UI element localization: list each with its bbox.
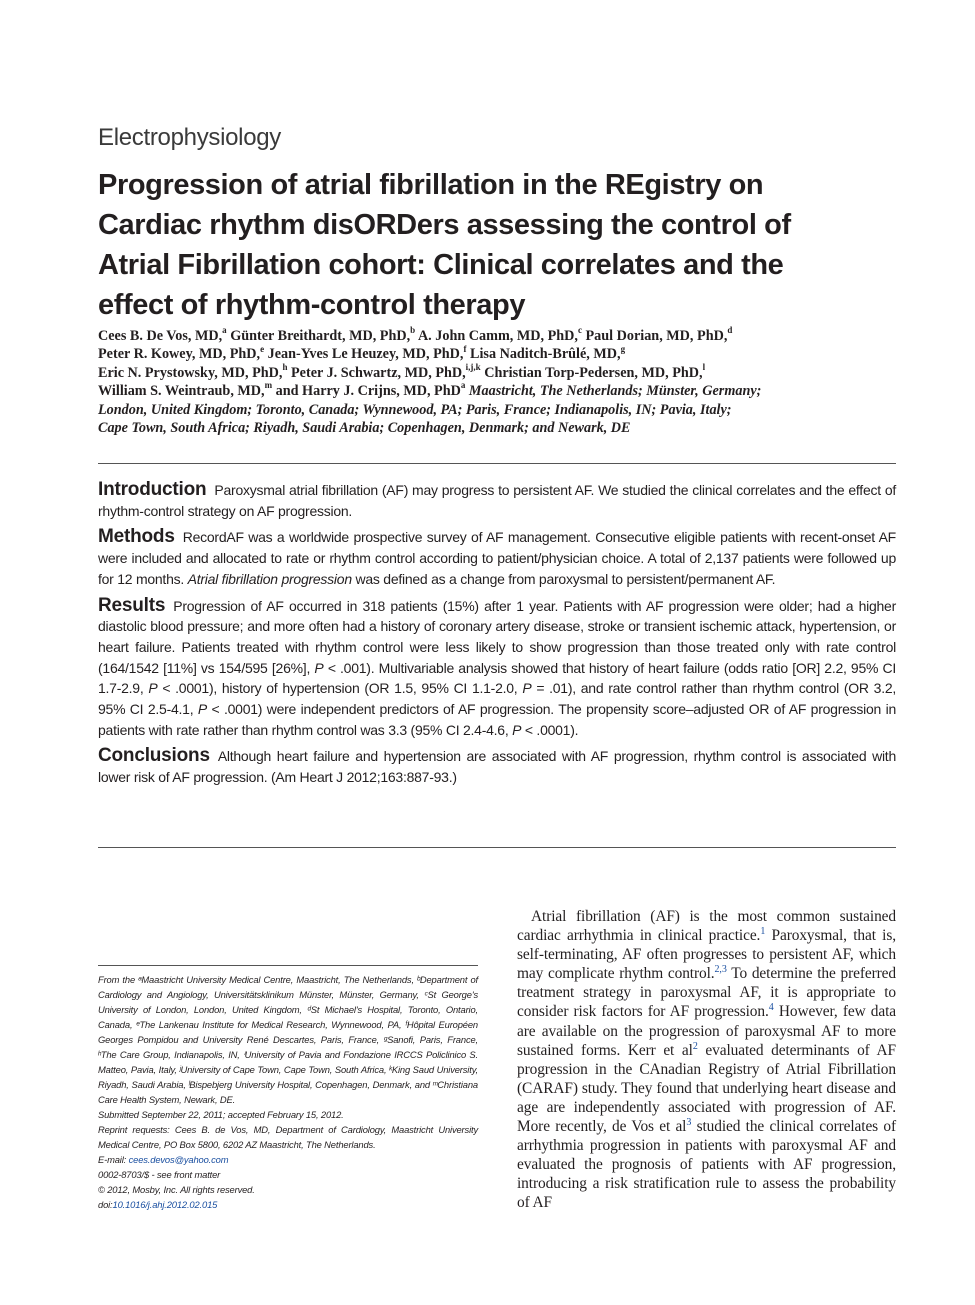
- p-value-symbol: P: [522, 680, 532, 697]
- body-text: studied the clinical correlates of arrhythmia progression in patients with paroxysmal AF and evaluated the prognosis of patients with AF progression, introducing a risk stratification rule to assess the probability of AF: [517, 1118, 896, 1212]
- footnote-reprint: Reprint requests: Cees B. de Vos, MD, Department of Cardiology, Maastricht University Medical Centre, PO Box 5800, 6202 AZ Maastricht, The Netherlands.: [98, 1124, 478, 1150]
- abstract-results: [98, 596, 896, 741]
- abstract-top-rule: [98, 463, 896, 464]
- affiliation-marker: l: [702, 362, 706, 373]
- author: Peter J. Schwartz, MD, PhD,: [291, 364, 466, 381]
- author: Eric N. Prystowsky, MD, PhD,: [98, 364, 283, 381]
- title-line: effect of rhythm-control therapy: [98, 289, 526, 321]
- abstract-text: < .0001) were independent predictors of AF progression. The propensity score–adjusted OR of AF progression in patients with rate rather than rhythm control was 3.3 (95% CI 2.4-4.6,: [98, 701, 897, 738]
- affiliation-marker: g: [620, 343, 626, 354]
- author-line: [98, 382, 898, 400]
- footnote-affiliations: From the ᵃMaastricht University Medical Centre, Maastricht, The Netherlands, ᵇDepartment of Cardiology and Angiology, Universitätsklinikum Münster, Münster, Germany, ᶜSt George's University of London, London, United Kingdom, ᵈSt Michael's Hospital, Toronto, Ontario, Canada, ᵉThe Lankenau Institute for Medical Research, Wynnewood, PA, ᶠHôpital Européen Georges Pompidou and University René Descartes, Paris, France, ᵍSanofi, Paris, France, ʰThe Care Group, Indianapolis, IN, ⁱUniversity of Pavia and Fondazione IRCCS Policlinico S. Matteo, Pavia, Italy, ʲUniversity of Cape Town, Cape Town, South Africa, ᵏKing Saud University, Riyadh, Saudi Arabia, ˡBispebjerg University Hospital, Copenhagen, Denmark, and ᵐChristiana Care Health System, Newark, DE.: [98, 974, 478, 1105]
- author: Paul Dorian, MD, PhD,: [585, 328, 728, 344]
- abstract-text: was defined as a change from paroxysmal to persistent/permanent AF.: [355, 570, 776, 587]
- reference-link[interactable]: 1: [760, 925, 766, 937]
- abstract-heading: Conclusions: [98, 745, 210, 767]
- abstract-introduction: [98, 480, 896, 521]
- affiliation-marker: i,j,k: [465, 362, 481, 373]
- reference-link[interactable]: 4: [768, 1002, 774, 1014]
- author-line: [98, 327, 898, 345]
- p-value-symbol: P: [197, 701, 207, 718]
- reference-link[interactable]: 3: [686, 1116, 692, 1128]
- abstract-text: < .0001).: [524, 721, 579, 738]
- p-value-symbol: P: [512, 721, 522, 738]
- author-line: [98, 364, 898, 382]
- footnote-submitted: Submitted September 22, 2011; accepted February 15, 2012.: [98, 1109, 344, 1120]
- author: Christian Torp-Pedersen, MD, PhD,: [484, 364, 703, 381]
- abstract-conclusions: [98, 746, 896, 787]
- author: Lisa Naditch-Brûlé, MD,: [470, 346, 621, 363]
- affiliation-line: Cape Town, South Africa; Riyadh, Saudi Arabia; Copenhagen, Denmark; and Newark, DE: [98, 420, 631, 437]
- abstract-emphasis: Atrial fibrillation progression: [187, 570, 352, 587]
- email-label: E-mail:: [98, 1154, 127, 1165]
- title-line: Progression of atrial fibrillation in the REgistry on: [98, 169, 764, 201]
- author: Günter Breithardt, MD, PhD,: [230, 328, 411, 344]
- abstract-text: < .001). Multivariable analysis showed that history of heart failure (odds ratio [OR] 2.2, 95% CI 1.7-2.9,: [98, 659, 897, 697]
- abstract: [98, 480, 896, 794]
- abstract-heading: Introduction: [98, 479, 207, 500]
- footnote-doi-line: [98, 1197, 478, 1212]
- affiliation-marker: b: [410, 325, 416, 336]
- affiliation-marker: f: [463, 343, 467, 354]
- email-link[interactable]: cees.devos@yahoo.com: [128, 1154, 229, 1165]
- abstract-heading: Results: [98, 594, 166, 616]
- section-label: Electrophysiology: [98, 124, 281, 151]
- author: William S. Weintraub, MD,: [98, 383, 265, 400]
- affiliation-marker: e: [260, 343, 265, 354]
- body-paragraph: [517, 907, 896, 1213]
- p-value-symbol: P: [148, 680, 158, 697]
- affiliation-line: London, United Kingdom; Toronto, Canada; Wynnewood, PA; Paris, France; Indianapolis, IN; Pavia, Italy;: [98, 401, 732, 418]
- body-text: Paroxysmal, that is, self-terminating, AF often progresses to persistent AF, which may complicate rhythm control.: [517, 927, 897, 983]
- abstract-text: Paroxysmal atrial fibrillation (AF) may progress to persistent AF. We studied the clinical correlates and the effect of rhythm-control strategy on AF progression.: [98, 482, 896, 519]
- author: A. John Camm, MD, PhD,: [417, 328, 578, 344]
- affiliation-marker: c: [577, 325, 582, 336]
- doi-label: doi:: [98, 1199, 113, 1210]
- footnote-copyright: © 2012, Mosby, Inc. All rights reserved.: [98, 1184, 255, 1195]
- affiliation-marker: a: [460, 380, 466, 391]
- abstract-methods: [98, 527, 896, 589]
- author-line: [98, 345, 898, 363]
- title-line: Atrial Fibrillation cohort: Clinical correlates and the: [98, 249, 784, 281]
- body-text: evaluated determinants of AF progression in the CAnadian Registry of Atrial Fibrillation (CARAF) study. They found that underlying heart disease and age are independently associated with progression of AF. More recently, de Vos et al: [517, 1041, 896, 1136]
- footnote-rule: [98, 965, 478, 966]
- title-line: Cardiac rhythm disORDers assessing the control of: [98, 209, 791, 241]
- reference-link[interactable]: 2: [692, 1040, 698, 1052]
- body-text: Atrial fibrillation (AF) is the most common sustained cardiac arrhythmia in clinical practice.: [517, 908, 896, 945]
- author-list: [98, 327, 898, 437]
- body-text: To determine the preferred treatment strategy in paroxysmal AF, it is appropriate to consider risk factors for AF progression.: [517, 965, 896, 1021]
- author: Jean-Yves Le Heuzey, MD, PhD,: [267, 346, 464, 363]
- author: Peter R. Kowey, MD, PhD,: [98, 346, 261, 363]
- author: Cees B. De Vos, MD,: [98, 328, 223, 344]
- abstract-heading: Methods: [98, 526, 175, 548]
- author: and Harry J. Crijns, MD, PhD: [275, 383, 461, 400]
- affiliation-marker: a: [222, 325, 227, 336]
- abstract-text: Progression of AF occurred in 318 patients (15%) after 1 year. Patients with AF progression were older; had a higher diastolic blood pressure; and more often had a history of coronary artery disease, stroke or transient ischemic attack, hypertension, or heart failure. Patients treated with rhythm control were less likely to show progression than those treated only with rate control (164/1542 [11%] vs 154/595 [26%],: [98, 597, 896, 676]
- abstract-text: Although heart failure and hypertension are associated with AF progression, rhythm control is associated with lower risk of AF progression. (Am Heart J 2012;163:887-93.): [98, 748, 896, 786]
- affiliation-marker: d: [727, 325, 733, 336]
- reference-link[interactable]: 2,3: [714, 964, 727, 976]
- affiliation-text: Maastricht, The Netherlands; Münster, Germany;: [468, 383, 762, 400]
- footnote-email-line: [98, 1152, 478, 1167]
- affiliation-marker: h: [282, 362, 288, 373]
- footnote: [98, 972, 478, 1212]
- doi-link[interactable]: 10.1016/j.ahj.2012.02.015: [112, 1199, 218, 1210]
- abstract-text: = .01), and rate control rather than rhythm control (OR 3.2, 95% CI 2.5-4.1,: [98, 680, 897, 718]
- abstract-text: RecordAF was a worldwide prospective survey of AF management. Consecutive eligible patients with recent-onset AF were included and allocated to rate or rhythm control according to patient/physician choice. A total of 2,137 patients were followed up for 12 months.: [98, 529, 896, 587]
- footnote-issn: 0002-8703/$ - see front matter: [98, 1169, 221, 1180]
- affiliation-marker: m: [264, 380, 273, 391]
- article-title: [98, 165, 888, 325]
- abstract-text: < .0001), history of hypertension (OR 1.5, 95% CI 1.1-2.0,: [162, 680, 518, 697]
- p-value-symbol: P: [314, 659, 324, 676]
- abstract-bottom-rule: [98, 847, 896, 848]
- body-text: However, few data are available on the progression of paroxysmal AF to more sustained forms. Kerr et al: [517, 1003, 896, 1059]
